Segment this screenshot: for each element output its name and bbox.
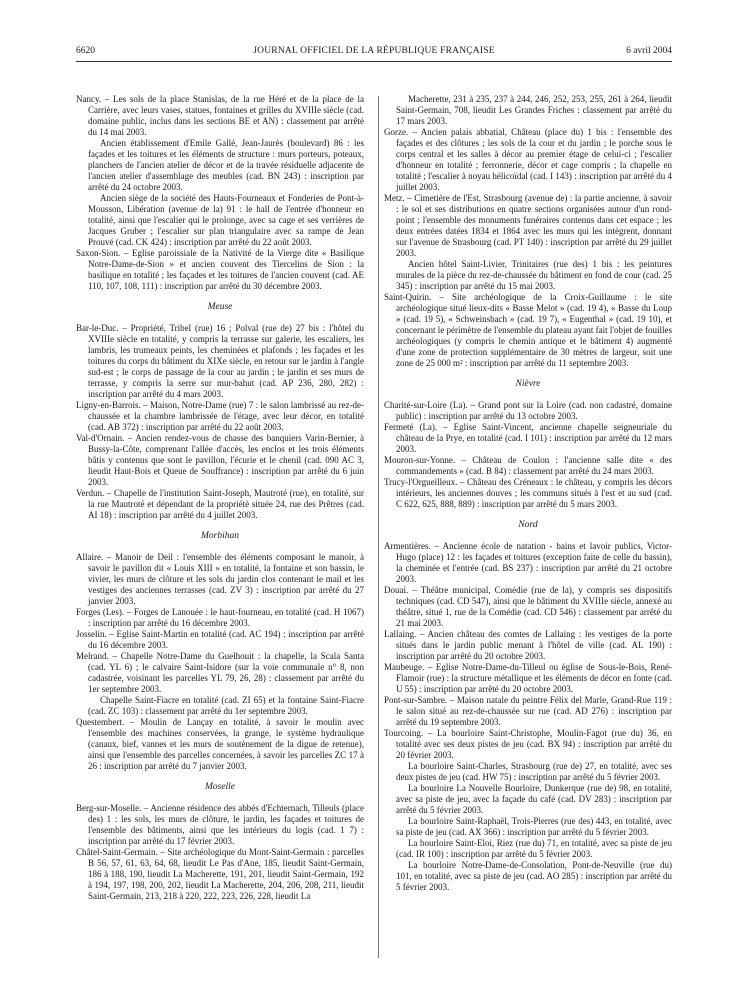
monument-entry: Mouron-sur-Yonne. – Château de Coulon : l'ancienne salle dite « des commandements » (cad. B 84) : classement par arrêté du 24 mars 2003. bbox=[384, 455, 672, 476]
right-column bbox=[384, 94, 672, 893]
department-heading: Moselle bbox=[204, 782, 236, 792]
monument-entry: Maubeuge. – Eglise Notre-Dame-du-Tilleul ou église de Sous-le-Bois, René-Flamoir (rue) : la structure métallique et les éléments de décor en fonte (cad. U 55) : inscription par arrêté du 20 octobre 2003. bbox=[384, 662, 672, 694]
header-rule bbox=[76, 61, 672, 62]
department-heading: Meuse bbox=[207, 302, 233, 312]
department-heading: Nord bbox=[518, 520, 538, 530]
monument-entry: Saxon-Sion. – Eglise paroissiale de la Nativité de la Vierge dite « Basilique Notre-Dame-de-Sion » et ancien couvent des Tiercelins de Sion : la basilique en totalité ; les façades et les toitures de l'ancien couvent (cad. AE 110, 107, 108, 111) : inscription par arrêté du 30 décembre 2003. bbox=[76, 248, 364, 291]
department-heading: Morbihan bbox=[201, 531, 239, 541]
monument-entry: Charité-sur-Loire (La). – Grand pont sur la Loire (cad. non cadastré, domaine public) : inscription par arrêté du 13 octobre 2003. bbox=[384, 400, 672, 421]
monument-entry: Melrand. – Chapelle Notre-Dame du Guelhouit : la chapelle, la Scala Santa (cad. YL 6) ; le calvaire Saint-Isidore (sur la voie communale n° 8, non cadastrée, voisinant les parcelles YL 79, 26, 28) : classement par arrêté du 1er septembre 2003. bbox=[76, 651, 364, 694]
monument-entry: Armentières. – Ancienne école de natation - bains et lavoir publics, Victor-Hugo (place) 12 : les façades et toitures (exception faite de celle du bassin), la cheminée et l'entrée (cad. BS 237) : inscription par arrêté du 21 octobre 2003. bbox=[384, 541, 672, 584]
monument-subentry: Ancien établissement d'Emile Gallé, Jean-Jaurès (boulevard) 86 : les façades et les toitures et les éléments de structure : murs porteurs, poteaux, planchers de l'ancien atelier de décor et de la travée résiduelle adjacente de l'ancien atelier d'assemblage des meubles (cad. BN 243) : inscription par arrêté du 24 octobre 2003. bbox=[88, 138, 364, 192]
monument-entry: Questembert. – Moulin de Lançay en totalité, à savoir le moulin avec l'ensemble des machines conservées, la grange, le système hydraulique (canaux, bief, vannes et les murs de soutènement de la digue de retenue), ainsi que l'ensemble des parcelles concernées, à savoir les parcelles ZC 17 à 26 : inscription par arrêté du 7 janvier 2003. bbox=[76, 717, 364, 771]
monument-entry: Val-d'Ornain. – Ancien rendez-vous de chasse des banquiers Varin-Bernier, à Bussy-la-Côte, comprenant l'allée d'accès, les enclos et les trois éléments bâtis y contenus que sont le pavillon, l'écurie et le chenil (cad. 090 AC 3, lieudit Haut-Bois et Queue de Souffrance) : inscription par arrêté du 6 juin 2003. bbox=[76, 433, 364, 487]
page-header bbox=[76, 46, 672, 62]
monument-subentry: Ancien hôtel Saint-Livier, Trinitaires (rue des) 1 bis : les peintures murales de la pièce du rez-de-chaussée du bâtiment en fond de cour (cad. 25 345) : inscription par arrêté du 15 mai 2003. bbox=[396, 259, 672, 291]
monument-entry: Forges (Les). – Forges de Lanouée : le haut-fourneau, en totalité (cad. H 1067) : inscription par arrêté du 16 décembre 2003. bbox=[76, 607, 364, 628]
monument-entry: Trucy-l'Orgueilleux. – Château des Créneaux : le château, y compris les décors intérieurs, les anciennes douves ; les communs situés à l'est et au sud (cad. C 622, 625, 888, 889) : inscription par arrêté du 5 mars 2003. bbox=[384, 477, 672, 509]
monument-subentry: Chapelle Saint-Fiacre en totalité (cad. ZI 65) et la fontaine Saint-Fiacre (cad. ZC 103) : classement par arrêté du 1er septembre 2003. bbox=[88, 695, 364, 716]
monument-entry: Fermeté (La). – Eglise Saint-Vincent, ancienne chapelle seigneuriale du château de la Prye, en totalité (cad. I 101) : inscription par arrêté du 12 mars 2003. bbox=[384, 422, 672, 454]
issue-date: 6 avril 2004 bbox=[626, 46, 672, 56]
monument-entry: Josselin. – Eglise Saint-Martin en totalité (cad. AC 194) : inscription par arrêté du 16 décembre 2003. bbox=[76, 629, 364, 650]
monument-subentry: La bourloire Saint-Eloi, Riez (rue du) 71, en totalité, avec sa piste de jeu (cad. IR 100) : inscription par arrêté du 5 février 2003. bbox=[396, 838, 672, 859]
monument-subentry: Macherette, 231 à 235, 237 à 244, 246, 252, 253, 255, 261 à 264, lieudit Saint-Germain, 708, lieudit Les Grandes Friches : classement par arrêté du 17 mars 2003. bbox=[396, 94, 672, 126]
monument-entry: Allaire. – Manoir de Deil : l'ensemble des éléments composant le manoir, à savoir le pavillon dit « Louis XIII » en totalité, la fontaine et son bassin, le vivier, les murs de clôture et les sols du jardin clos contenant le mail et les vestiges des anciennes terrasses (cad. ZV 3) : inscription par arrêté du 27 janvier 2003. bbox=[76, 552, 364, 606]
monument-entry: Lallaing. – Ancien château des comtes de Lallaing : les vestiges de la porte situés dans le jardin public menant à l'hôtel de ville (cad. AL 190) : inscription par arrêté du 20 octobre 2003. bbox=[384, 629, 672, 661]
monument-entry: Douai. – Théâtre municipal, Comédie (rue de la), y compris ses dispositifs techniques (cad. CD 547), ainsi que le bâtiment du XVIIIe siècle, annexé au théâtre, situé 1, rue de la Comédie (cad. CD 546) : classement par arrêté du 21 mai 2003. bbox=[384, 585, 672, 628]
monument-entry: Berg-sur-Moselle. – Ancienne résidence des abbés d'Echternach, Tilleuls (place des) 1 : les sols, les murs de clôture, le jardin, les façades et toitures de l'ensemble des bâtiments, ainsi que les intérieurs du logis (cad. 1 7) : inscription par arrêté du 17 février 2003. bbox=[76, 803, 364, 846]
monument-subentry: Ancien siège de la société des Hauts-Fourneaux et Fonderies de Pont-à-Mousson, Libération (avenue de la) 91 : le hall de l'entrée d'honneur en totalité, ainsi que l'escalier qui le prolonge, avec sa cage et ses verrières de Jacques Gruber ; l'escalier sur plan triangulaire avec sa rampe de Jean Prouvé (cad. CK 424) : inscription par arrêté du 22 août 2003. bbox=[88, 193, 364, 247]
monument-entry: Saint-Quirin. – Site archéologique de la Croix-Guillaume : le site archéologique situé lieux-dits « Basse Melot » (cad. 19 4), « Basse du Loup » (cad. 19 5), « Schweinsbach » (cad. 19 7), « Eugenthal » (cad. 19 10), et concernant le périmètre de l'ensemble du plateau ayant fait l'objet de fouilles archéologiques (y compris le chemin antique et le bâtiment 4) augmenté d'une zone de protection supplémentaire de 30 mètres de largeur, soit une zone de 25 000 m² : inscription par arrêté du 11 septembre 2003. bbox=[384, 292, 672, 368]
monument-subentry: La bourloire Saint-Charles, Strasbourg (rue de) 27, en totalité, avec ses deux pistes de jeu (cad. HW 75) : inscription par arrêté du 5 février 2003. bbox=[396, 761, 672, 782]
column-divider bbox=[378, 96, 379, 958]
left-column bbox=[76, 94, 364, 902]
monument-entry: Tourcoing. – La bourloire Saint-Christophe, Moulin-Fagot (rue du) 36, en totalité avec ses deux pistes de jeu (cad. BX 94) : inscription par arrêté du 20 février 2003. bbox=[384, 728, 672, 760]
monument-entry: Ligny-en-Barrois. – Maison, Notre-Dame (rue) 7 : le salon lambrissé au rez-de-chaussée et la chambre lambrissée de l'étage, avec leur décor, en totalité (cad. AB 372) : inscription par arrêté du 22 août 2003. bbox=[76, 400, 364, 432]
monument-subentry: La bourloire Saint-Raphaël, Trois-Pierres (rue des) 443, en totalité, avec sa piste de jeu (cad. AX 366) : inscription par arrêté du 5 février 2003. bbox=[396, 816, 672, 837]
monument-subentry: La bourloire La Nouvelle Bourloire, Dunkerque (rue de) 98, en totalité, avec sa piste de jeu, avec la façade du café (cad. DV 283) : inscription par arrêté du 5 février 2003. bbox=[396, 783, 672, 815]
monument-entry: Pont-sur-Sambre. – Maison natale du peintre Félix del Marle, Grand-Rue 119 : le salon situé au rez-de-chaussée sur rue (cad. AD 276) : inscription par arrêté du 19 septembre 2003. bbox=[384, 695, 672, 727]
monument-entry: Nancy. – Les sols de la place Stanislas, de la rue Héré et de la place de la Carrière, avec leurs vases, statues, fontaines et grilles du XVIIIe siècle (cad. domaine public, inclus dans les sections BE et AN) : classement par arrêté du 14 mai 2003. bbox=[76, 94, 364, 137]
monument-entry: Gorze. – Ancien palais abbatial, Château (place du) 1 bis : l'ensemble des façades et des clôtures ; les sols de la cour et du jardin ; le porche sous le corps central et les salles à décor au premier étage de celui-ci ; l'escalier d'honneur en totalité ; ferronnerie, décor et cage compris ; la chapelle en totalité ; l'escalier à noyau hélicoïdal (cad. I 143) : inscription par arrêté du 4 juillet 2003. bbox=[384, 127, 672, 192]
monument-entry: Bar-le-Duc. – Propriété, Tribel (rue) 16 ; Polval (rue de) 27 bis : l'hôtel du XVIIIe siècle en totalité, y compris la terrasse sur galerie, les escaliers, les lambris, les trumeaux peints, les cheminées et plafonds ; les façades et les toitures du corps du bâtiment du XIXe siècle, en retour sur le jardin à l'angle sud-est ; le corps de passage de la cour au jardin ; le jardin et ses murs de terrasse, y compris la serre sur mur-bahut (cad. AP 236, 280, 282) : inscription par arrêté du 4 mars 2003. bbox=[76, 323, 364, 399]
monument-entry: Verdun. – Chapelle de l'institution Saint-Joseph, Mautroté (rue), en totalité, sur la rue Mautroté et dépendant de la propriété située 24, rue des Prêtres (cad. AI 18) : inscription par arrêté du 4 juillet 2003. bbox=[76, 488, 364, 520]
department-heading: Nièvre bbox=[515, 379, 541, 389]
journal-title: JOURNAL OFFICIEL DE LA RÉPUBLIQUE FRANÇAISE bbox=[253, 46, 495, 56]
monument-entry: Metz. – Cimetière de l'Est, Strasbourg (avenue de) : la partie ancienne, à savoir : le sol et ses distributions en quatre sections organisées autour d'un rond-point ; l'ensemble des monuments funéraires contenus dans cet espace ; les deux entrées datées 1834 et 1864 avec les murs qui les intègrent, donnant sur l'avenue de Strasbourg (cad. PT 140) : inscription par arrêté du 29 juillet 2003. bbox=[384, 193, 672, 258]
page-number: 6620 bbox=[76, 46, 95, 56]
monument-entry: Châtel-Saint-Germain. – Site archéologique du Mont-Saint-Germain : parcelles B 56, 57, 61, 63, 64, 68, lieudit Le Pas d'Ane, 185, lieudit Saint-Germain, 186 à 188, 190, lieudit La Macherette, 191, 201, lieudit Saint-Germain, 192 à 194, 197, 198, 200, 202, lieudit La Macherette, 204, 206, 208, 211, lieudit Saint-Germain, 213, 218 à 220, 222, 223, 226, 228, lieudit La bbox=[76, 847, 364, 901]
monument-subentry: La bourloire Notre-Dame-de-Consolation, Pont-de-Neuville (rue du) 101, en totalité, avec sa piste de jeu (cad. AO 285) : inscription par arrêté du 5 février 2003. bbox=[396, 860, 672, 892]
